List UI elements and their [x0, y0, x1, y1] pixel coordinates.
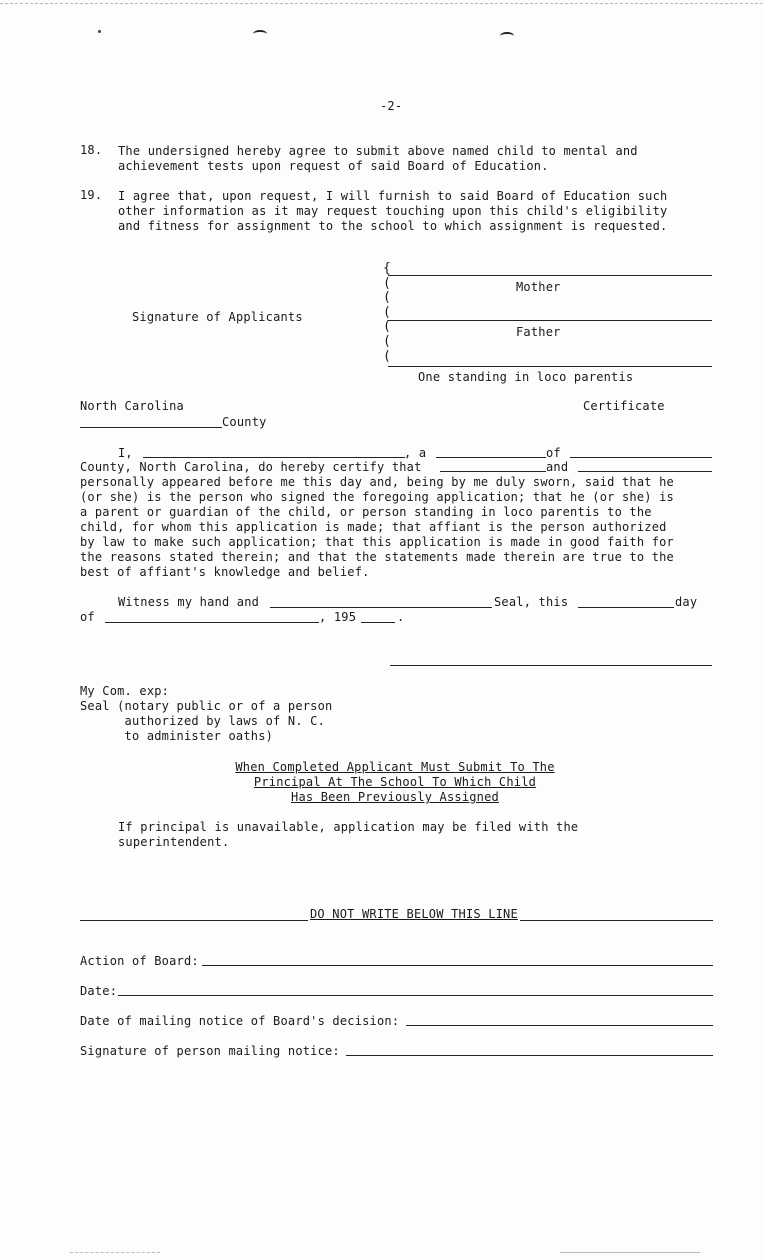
notary-name-line[interactable] — [143, 457, 405, 458]
affidavit-a: , a — [404, 446, 427, 460]
mailing-signature-line[interactable] — [346, 1055, 713, 1056]
bottom-artifact-left — [70, 1252, 160, 1253]
item-18-number: 18. — [80, 143, 103, 157]
submit-instruction: When Completed Applicant Must Submit To The Principal At The School To Which Child Has Been Previously Assigned — [235, 760, 555, 804]
principal-note: If principal is unavailable, application may be filed with the superintendent. — [118, 820, 579, 849]
mailing-date-line[interactable] — [406, 1025, 713, 1026]
year-period: . — [397, 610, 405, 624]
page-top-edge — [0, 3, 763, 4]
affidavit-county-nc: County, North Carolina, do hereby certify that — [80, 460, 422, 474]
page-number: -2- — [380, 99, 403, 113]
notary-title-line[interactable] — [436, 457, 546, 458]
of-text: of — [80, 610, 95, 624]
affiant-two-line[interactable] — [578, 471, 712, 472]
affidavit-body: personally appeared before me this day and, being by me duly sworn, said that he (or she) is the person who signed the foregoing application; that he (or she) is a parent or guardian of the child, or person standing in loco parentis to the child, for whom this application is made; that affiant is the person authorized by law to make such application; that this application is made in good faith for the reasons stated therein; and that the statements made therein are true to the best of affiant's knowledge and belief. — [80, 475, 674, 579]
father-signature-line[interactable] — [388, 320, 712, 321]
mailing-signature-label: Signature of person mailing notice: — [80, 1044, 340, 1058]
witness-text: Witness my hand and — [118, 595, 260, 609]
date-label: Date: — [80, 984, 118, 998]
do-not-write-label: DO NOT WRITE BELOW THIS LINE — [310, 907, 518, 921]
affidavit-of: of — [546, 446, 561, 460]
month-line[interactable] — [105, 622, 319, 623]
action-of-board-line[interactable] — [202, 965, 713, 966]
bottom-artifact-right — [560, 1252, 700, 1253]
affidavit-and: and — [546, 460, 569, 474]
punch-mark-right — [500, 32, 514, 40]
father-label: Father — [516, 325, 561, 339]
affiant-one-line[interactable] — [440, 471, 546, 472]
witness-line[interactable] — [270, 607, 492, 608]
certificate-heading: Certificate — [583, 399, 665, 413]
signature-bracket: { ( ( ( ( ( ( — [383, 261, 392, 364]
year-line[interactable] — [361, 622, 395, 623]
notary-county-line[interactable] — [570, 457, 712, 458]
mother-signature-line[interactable] — [388, 275, 712, 276]
state-label: North Carolina — [80, 399, 184, 413]
notary-signature-line[interactable] — [390, 665, 712, 666]
county-name-line[interactable] — [80, 427, 222, 428]
loco-parentis-label: One standing in loco parentis — [418, 370, 634, 384]
action-of-board-label: Action of Board: — [80, 954, 199, 968]
speck — [98, 30, 101, 33]
signature-of-applicants-label: Signature of Applicants — [132, 310, 303, 324]
item-19-number: 19. — [80, 188, 103, 202]
day-text: day — [675, 595, 698, 609]
mailing-date-label: Date of mailing notice of Board's decision: — [80, 1014, 400, 1028]
punch-mark-left — [253, 30, 267, 38]
day-line[interactable] — [578, 607, 674, 608]
mother-label: Mother — [516, 280, 561, 294]
item-19-text: I agree that, upon request, I will furnish to said Board of Education such other information as it may request touching upon this child's eligibility and fitness for assignment to the school to which assignment is requested. — [118, 189, 668, 233]
county-label: County — [222, 415, 267, 429]
loco-parentis-signature-line[interactable] — [388, 366, 712, 367]
date-line[interactable] — [118, 995, 713, 996]
year-prefix: , 195 — [319, 610, 357, 624]
seal-this-text: Seal, this — [494, 595, 569, 609]
affidavit-i: I, — [118, 446, 133, 460]
notary-block: My Com. exp: Seal (notary public or of a person authorized by laws of N. C. to administer oaths) — [80, 684, 333, 743]
item-18-text: The undersigned hereby agree to submit above named child to mental and achievement tests upon request of said Board of Education. — [118, 144, 638, 173]
